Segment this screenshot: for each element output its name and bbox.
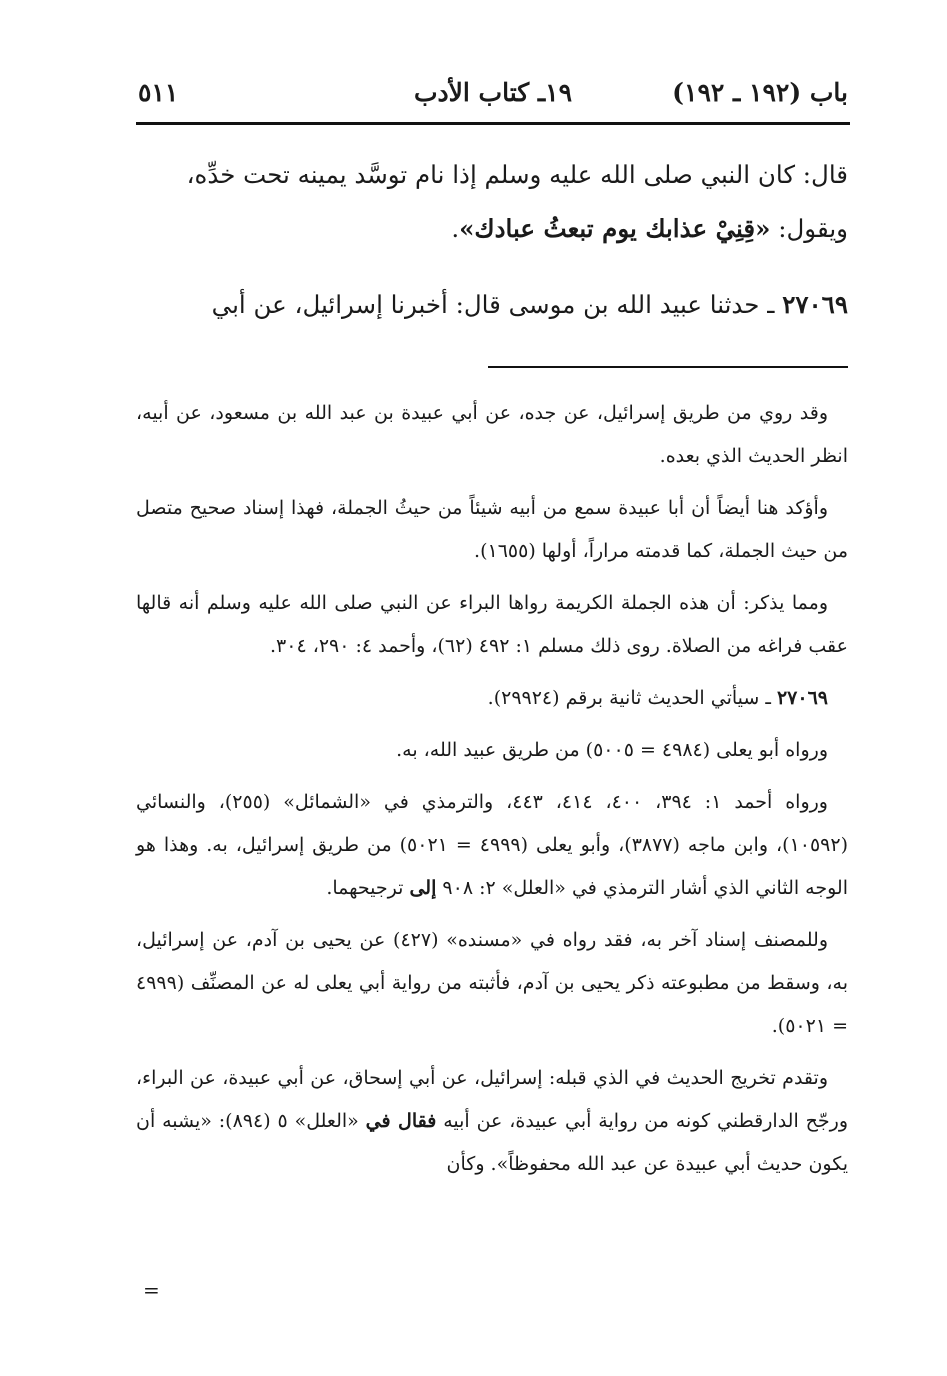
footnote-bold-word: فقال في bbox=[365, 1110, 437, 1132]
page-number: ٥١١ bbox=[138, 78, 179, 107]
footnote-divider bbox=[488, 366, 848, 368]
page-header bbox=[138, 78, 848, 118]
footnotes bbox=[136, 392, 848, 1195]
footnote-paragraph bbox=[136, 677, 848, 720]
prophetic-quote: «قِنِيْ عذابك يوم تبعثُ عبادك» bbox=[459, 214, 771, 243]
footnote-paragraph bbox=[136, 781, 848, 910]
hadith-entry bbox=[136, 278, 848, 332]
main-line-2-suffix: . bbox=[451, 214, 460, 243]
footnote-bold-word: إلى bbox=[409, 877, 437, 899]
hadith-text: ـ حدثنا عبيد الله بن موسى قال: أخبرنا إسرائيل، عن أبي bbox=[211, 290, 783, 319]
footnote-paragraph: ومما يذكر: أن هذه الجملة الكريمة رواها البراء عن النبي صلى الله عليه وسلم أنه قالها عقب فراغه من الصلاة. روى ذلك مسلم ١: ٤٩٢ (٦٢)، وأحمد ٤: ٢٩٠، ٣٠٤. bbox=[136, 592, 848, 657]
footnote-text: ترجيحهما. bbox=[326, 877, 410, 899]
footnote-text: وتقدم تخريج الحديث في الذي قبله: إسرائيل، عن أبي إسحاق، عن أبي عبيدة، عن البراء، ورجّح الدارقطني كونه من رواية أبي عبيدة، عن أبيه bbox=[136, 1067, 848, 1132]
chapter-title: ١٩ـ كتاب الأدب bbox=[413, 78, 573, 107]
continuation-mark: = bbox=[143, 1278, 160, 1302]
footnote-text: ـ سيأتي الحديث ثانية برقم (٢٩٩٢٤). bbox=[487, 687, 777, 709]
footnote-paragraph: وقد روي من طريق إسرائيل، عن جده، عن أبي عبيدة بن عبد الله بن مسعود، عن أبيه، انظر الحديث الذي بعده. bbox=[136, 402, 848, 467]
main-line-1: قال: كان النبي صلى الله عليه وسلم إذا نام توسَّد يمينه تحت خدِّه، bbox=[186, 160, 848, 189]
header-divider bbox=[136, 122, 850, 125]
footnote-text: ورواه أحمد ١: ٣٩٤، ٤٠٠، ٤١٤، ٤٤٣، والترمذي في «الشمائل» (٢٥٥)، والنسائي (١٠٥٩٢)، وابن ماجه (٣٨٧٧)، وأبو يعلى (٤٩٩٩ = ٥٠٢١) من طريق إسرائيل، به. وهذا هو الوجه الثاني الذي أشار الترمذي في «العلل» ٢: ٩٠٨ bbox=[136, 791, 849, 899]
section-title: باب (١٩٢ ـ ١٩٢) bbox=[672, 78, 848, 107]
main-line-2-prefix: ويقول: bbox=[770, 214, 848, 243]
main-line-2 bbox=[136, 202, 848, 256]
hadith-number: ٢٧٠٦٩ bbox=[782, 290, 848, 319]
main-text bbox=[136, 148, 848, 332]
footnote-paragraph: وللمصنف إسناد آخر به، فقد رواه في «مسنده» (٤٢٧) عن يحيى بن آدم، عن إسرائيل، به، وسقط من مطبوعته ذكر يحيى بن آدم، فأثبته من رواية أبي يعلى له عن المصنِّف (٤٩٩٩ = ٥٠٢١). bbox=[136, 929, 848, 1037]
footnote-paragraph bbox=[136, 1057, 848, 1186]
footnote-number: ٢٧٠٦٩ bbox=[776, 687, 828, 709]
footnote-text: «العلل» ٥ (٨٩٤): «يشبه أن يكون حديث أبي عبيدة عن عبد الله محفوظاً». وكأن bbox=[136, 1110, 848, 1175]
footnote-paragraph: ورواه أبو يعلى (٤٩٨٤ = ٥٠٠٥) من طريق عبيد الله، به. bbox=[396, 739, 828, 761]
footnote-paragraph: وأؤكد هنا أيضاً أن أبا عبيدة سمع من أبيه شيئاً من حيثُ الجملة، فهذا إسناد صحيح متصل من حيث الجملة، كما قدمته مراراً، أولها (١٦٥٥). bbox=[136, 497, 848, 562]
